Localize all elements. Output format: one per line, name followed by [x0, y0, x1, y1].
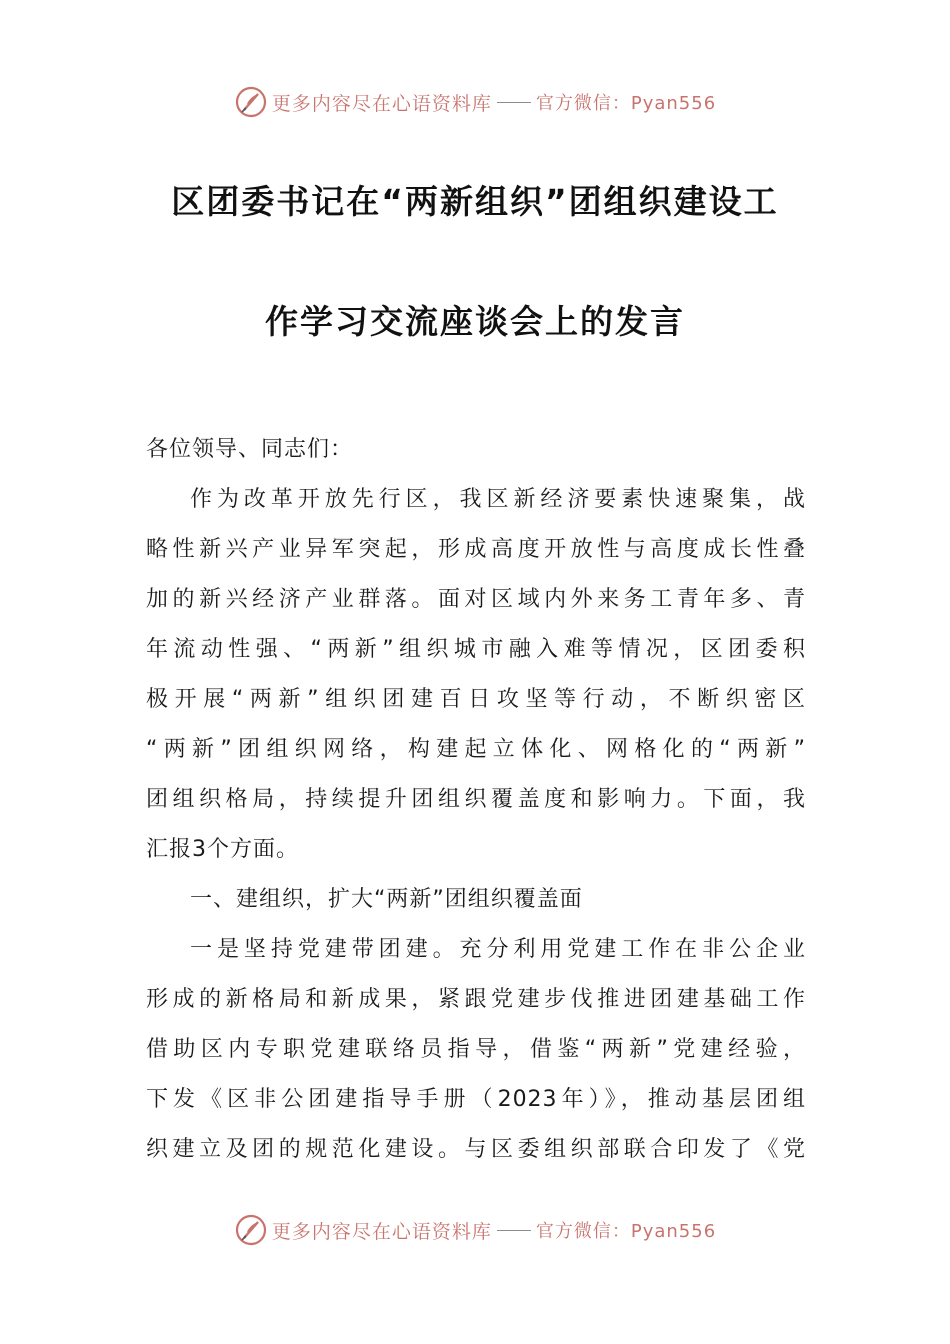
paragraph-line: 汇报3个方面。	[146, 837, 299, 862]
quill-logo-icon	[234, 85, 268, 119]
section-heading: 一、建组织，扩大“两新”团组织覆盖面	[190, 887, 583, 912]
footer-watermark	[0, 1210, 950, 1250]
document-title-line-1: 区团委书记在“两新组织”团组织建设工	[171, 182, 779, 221]
paragraph-line: 下发《区非公团建指导手册（2023年）》，推动基层团组	[146, 1087, 806, 1112]
paragraph-line: 作为改革开放先行区，我区新经济要素快速聚集，战	[190, 487, 806, 512]
paragraph-line: 加的新兴经济产业群落。面对区域内外来务工青年多、青	[146, 587, 806, 612]
paragraph-line: 年流动性强、“两新”组织城市融入难等情况，区团委积	[146, 637, 806, 662]
watermark-wechat-text: 官方微信：Pyan556	[535, 93, 717, 114]
quill-logo-icon	[234, 1213, 268, 1247]
watermark-dash	[497, 1230, 531, 1231]
salutation-line: 各位领导、同志们：	[146, 437, 354, 462]
paragraph-line: 略性新兴产业异军突起，形成高度开放性与高度成长性叠	[146, 537, 806, 562]
paragraph-line: “两新”团组织网络，构建起立体化、网格化的“两新”	[146, 737, 806, 762]
paragraph-line: 一是坚持党建带团建。充分利用党建工作在非公企业	[190, 937, 806, 962]
watermark-wechat-text: 官方微信：Pyan556	[535, 1221, 717, 1242]
paragraph-line: 织建立及团的规范化建设。与区委组织部联合印发了《党	[146, 1137, 806, 1162]
document-title-line-2: 作学习交流座谈会上的发言	[265, 302, 685, 341]
paragraph-line: 形成的新格局和新成果，紧跟党建步伐推进团建基础工作	[146, 987, 806, 1012]
paragraph-line: 借助区内专职党建联络员指导，借鉴“两新”党建经验，	[146, 1037, 806, 1062]
watermark-dash	[497, 102, 531, 103]
paragraph-line: 团组织格局，持续提升团组织覆盖度和影响力。下面，我	[146, 787, 806, 812]
watermark-main-text: 更多内容尽在心语资料库	[271, 1220, 492, 1243]
header-watermark	[0, 82, 950, 122]
document-body	[146, 425, 806, 1175]
watermark-main-text: 更多内容尽在心语资料库	[271, 92, 492, 115]
paragraph-line: 极开展“两新”组织团建百日攻坚等行动，不断织密区	[146, 687, 806, 712]
